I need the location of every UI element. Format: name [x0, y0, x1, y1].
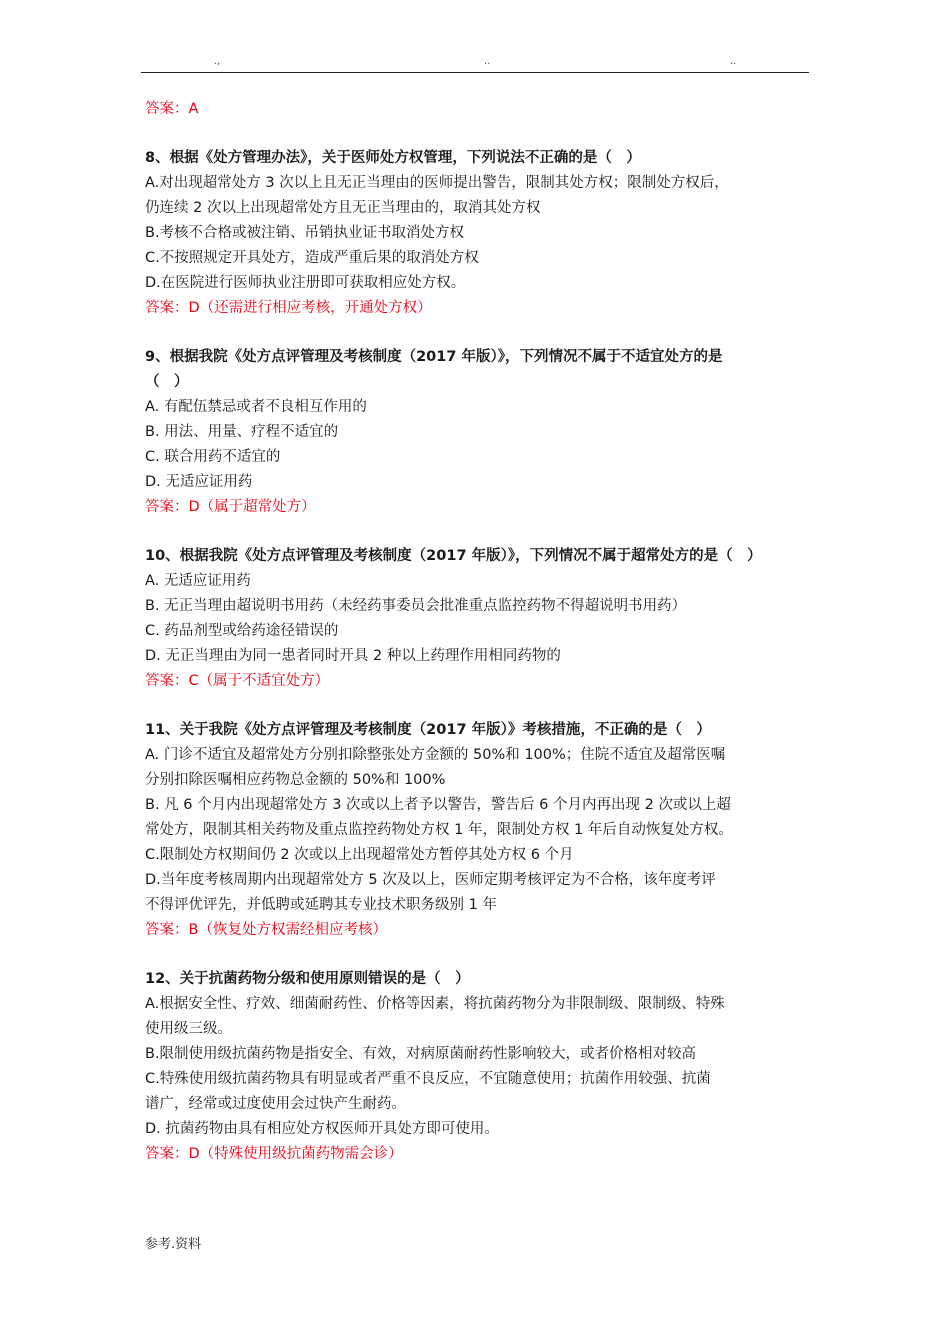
question-10 — [145, 544, 820, 694]
option-line: D.在医院进行医师执业注册即可获取相应处方权。 — [145, 275, 466, 291]
option-line: B. 凡 6 个月内出现超常处方 3 次或以上者予以警告，警告后 6 个月内再出现 2 次或以上超 — [145, 797, 731, 813]
answer-line: 答案：D（属于超常处方） — [145, 499, 316, 515]
option-line: A. 有配伍禁忌或者不良相互作用的 — [145, 399, 367, 415]
option-line: A. 门诊不适宜及超常处方分别扣除整张处方金额的 50%和 100%；住院不适宜及超常医嘱 — [145, 747, 726, 763]
option-line: A.根据安全性、疗效、细菌耐药性、价格等因素，将抗菌药物分为非限制级、限制级、特殊 — [145, 996, 725, 1012]
answer-line: 答案：D（特殊使用级抗菌药物需会诊） — [145, 1146, 403, 1162]
previous-answer: 答案：A — [145, 101, 199, 117]
question-11 — [145, 718, 820, 943]
page-header — [141, 58, 809, 73]
option-line: D. 无适应证用药 — [145, 474, 253, 490]
answer-line: 答案：D（还需进行相应考核，开通处方权） — [145, 300, 432, 316]
option-line: B.考核不合格或被注销、吊销执业证书取消处方权 — [145, 225, 465, 241]
option-line: D. 无正当理由为同一患者同时开具 2 种以上药理作用相同药物的 — [145, 648, 561, 664]
option-line: C. 药品剂型或给药途径错误的 — [145, 623, 339, 639]
option-line: D.当年度考核周期内出现超常处方 5 次及以上，医师定期考核评定为不合格，该年度考评 — [145, 872, 716, 888]
question-title: 11、关于我院《处方点评管理及考核制度（2017 年版）》考核措施，不正确的是（ ） — [145, 722, 711, 738]
question-8 — [145, 146, 820, 321]
question-12 — [145, 967, 820, 1167]
option-line: A. 无适应证用药 — [145, 573, 251, 589]
option-line: C. 联合用药不适宜的 — [145, 449, 281, 465]
option-line: B. 用法、用量、疗程不适宜的 — [145, 424, 339, 440]
option-line: A.对出现超常处方 3 次以上且无正当理由的医师提出警告，限制其处方权；限制处方权后， — [145, 175, 729, 191]
option-line: B.限制使用级抗菌药物是指安全、有效，对病原菌耐药性影响较大，或者价格相对较高 — [145, 1046, 697, 1062]
option-line: C.特殊使用级抗菌药物具有明显或者严重不良反应，不宜随意使用；抗菌作用较强、抗菌 — [145, 1071, 711, 1087]
option-line: C.不按照规定开具处方，造成严重后果的取消处方权 — [145, 250, 479, 266]
header-mark-right: .. — [730, 56, 737, 67]
answer-line: 答案：B（恢复处方权需经相应考核） — [145, 922, 387, 938]
option-line: 不得评优评先，并低聘或延聘其专业技术职务级别 1 年 — [145, 897, 497, 913]
option-line: 谱广，经常或过度使用会过快产生耐药。 — [145, 1096, 406, 1112]
option-line: 仍连续 2 次以上出现超常处方且无正当理由的，取消其处方权 — [145, 200, 541, 216]
answer-line: 答案：C（属于不适宜处方） — [145, 673, 330, 689]
question-title: 9、根据我院《处方点评管理及考核制度（2017 年版）》，下列情况不属于不适宜处方的是 — [145, 349, 723, 365]
option-line: B. 无正当理由超说明书用药（未经药事委员会批准重点监控药物不得超说明书用药） — [145, 598, 687, 614]
option-line: D. 抗菌药物由具有相应处方权医师开具处方即可使用。 — [145, 1121, 499, 1137]
option-line: 常处方，限制其相关药物及重点监控药物处方权 1 年，限制处方权 1 年后自动恢复处方权。 — [145, 822, 733, 838]
question-title: 10、根据我院《处方点评管理及考核制度（2017 年版）》，下列情况不属于超常处方的是（ ） — [145, 548, 762, 564]
option-line: 分别扣除医嘱相应药物总金额的 50%和 100% — [145, 772, 446, 788]
question-9 — [145, 345, 820, 520]
header-mark-left: ., — [214, 56, 221, 67]
header-mark-mid: .. — [484, 56, 491, 67]
question-title-continued: （ ） — [145, 374, 189, 390]
question-title: 8、根据《处方管理办法》，关于医师处方权管理，下列说法不正确的是（ ） — [145, 150, 641, 166]
document-body — [145, 97, 820, 1167]
option-line: 使用级三级。 — [145, 1021, 232, 1037]
page-footer: 参考.资料 — [145, 1237, 202, 1252]
option-line: C.限制处方权期间仍 2 次或以上出现超常处方暂停其处方权 6 个月 — [145, 847, 574, 863]
question-title: 12、关于抗菌药物分级和使用原则错误的是（ ） — [145, 971, 470, 987]
